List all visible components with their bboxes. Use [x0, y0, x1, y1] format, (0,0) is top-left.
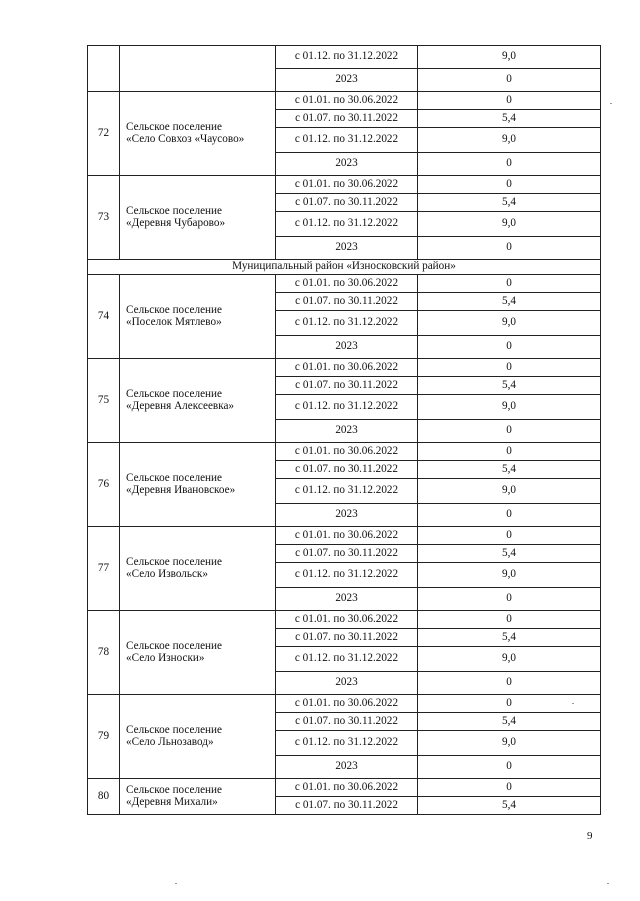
- settlement-name-line: «Деревня Чубарово»: [126, 216, 226, 229]
- settlement-name-line: «Деревня Алексеевка»: [126, 399, 235, 412]
- settlement-name-line: «Деревня Михали»: [126, 795, 218, 808]
- period-cell: 2023: [276, 504, 418, 527]
- row-number: 77: [88, 527, 120, 611]
- value-cell: 9,0: [418, 128, 601, 153]
- period-cell: с 01.01. по 30.06.2022: [276, 527, 418, 545]
- value-cell: 5,4: [418, 110, 601, 128]
- period-cell: с 01.01. по 30.06.2022: [276, 443, 418, 461]
- table-row: [88, 359, 601, 377]
- value-cell: 0: [418, 69, 601, 92]
- row-number: 74: [88, 275, 120, 359]
- value-cell: 0: [418, 443, 601, 461]
- table-row: [88, 46, 601, 69]
- table-row: [88, 443, 601, 461]
- page-number: 9: [587, 830, 593, 842]
- period-cell: с 01.07. по 30.11.2022: [276, 545, 418, 563]
- period-cell: 2023: [276, 336, 418, 359]
- period-cell: 2023: [276, 756, 418, 779]
- period-cell: с 01.12. по 31.12.2022: [276, 212, 418, 237]
- settlement-name-line: Сельское поселение: [126, 723, 222, 736]
- table-row: [88, 176, 601, 194]
- period-cell: с 01.12. по 31.12.2022: [276, 128, 418, 153]
- value-cell: 9,0: [418, 479, 601, 504]
- table-row: [88, 779, 601, 797]
- period-cell: с 01.12. по 31.12.2022: [276, 395, 418, 420]
- scan-speck: [572, 703, 574, 704]
- scan-speck: [175, 883, 177, 884]
- settlement-name-line: «Деревня Ивановское»: [126, 483, 236, 496]
- period-cell: с 01.01. по 30.06.2022: [276, 275, 418, 293]
- period-cell: 2023: [276, 237, 418, 260]
- period-cell: с 01.01. по 30.06.2022: [276, 611, 418, 629]
- row-number: 73: [88, 176, 120, 260]
- settlement-name: [120, 92, 276, 176]
- value-cell: 0: [418, 756, 601, 779]
- settlement-name-line: «Село Извольск»: [126, 567, 208, 580]
- settlement-name-line: Сельское поселение: [126, 555, 222, 568]
- period-cell: с 01.12. по 31.12.2022: [276, 479, 418, 504]
- settlement-name-line: «Село Льнозавод»: [126, 735, 214, 748]
- row-number: [88, 46, 120, 92]
- value-cell: 0: [418, 359, 601, 377]
- period-cell: с 01.12. по 31.12.2022: [276, 647, 418, 672]
- settlement-name-line: Сельское поселение: [126, 204, 222, 217]
- table-row: [88, 92, 601, 110]
- period-cell: с 01.07. по 30.11.2022: [276, 110, 418, 128]
- period-cell: 2023: [276, 153, 418, 176]
- value-cell: 5,4: [418, 545, 601, 563]
- period-cell: 2023: [276, 672, 418, 695]
- row-number: 80: [88, 779, 120, 815]
- value-cell: 5,4: [418, 377, 601, 395]
- table-row: [88, 611, 601, 629]
- settlement-name: [120, 46, 276, 92]
- settlement-name-line: «Село Износки»: [126, 651, 205, 664]
- period-cell: с 01.01. по 30.06.2022: [276, 92, 418, 110]
- settlement-name: [120, 527, 276, 611]
- row-number: 78: [88, 611, 120, 695]
- district-row: [88, 260, 601, 275]
- settlement-name: [120, 176, 276, 260]
- period-cell: 2023: [276, 420, 418, 443]
- period-cell: с 01.12. по 31.12.2022: [276, 311, 418, 336]
- table-row: [88, 695, 601, 713]
- settlement-name-line: Сельское поселение: [126, 783, 222, 796]
- period-cell: с 01.07. по 30.11.2022: [276, 461, 418, 479]
- settlement-name-line: Сельское поселение: [126, 471, 222, 484]
- row-number: 75: [88, 359, 120, 443]
- district-title: Муниципальный район «Износковский район»: [88, 260, 601, 275]
- value-cell: 5,4: [418, 797, 601, 815]
- value-cell: 5,4: [418, 194, 601, 212]
- settlement-name-line: Сельское поселение: [126, 120, 222, 133]
- period-cell: с 01.07. по 30.11.2022: [276, 194, 418, 212]
- period-cell: 2023: [276, 588, 418, 611]
- settlement-name: [120, 359, 276, 443]
- period-cell: с 01.07. по 30.11.2022: [276, 629, 418, 647]
- period-cell: с 01.07. по 30.11.2022: [276, 377, 418, 395]
- value-cell: 0: [418, 672, 601, 695]
- value-cell: 9,0: [418, 311, 601, 336]
- table-row: [88, 527, 601, 545]
- period-cell: с 01.07. по 30.11.2022: [276, 293, 418, 311]
- period-cell: 2023: [276, 69, 418, 92]
- value-cell: 0: [418, 92, 601, 110]
- value-cell: 0: [418, 588, 601, 611]
- settlement-name-line: «Село Совхоз «Чаусово»: [126, 132, 245, 145]
- value-cell: 0: [418, 176, 601, 194]
- table-row: [88, 275, 601, 293]
- settlement-name: [120, 779, 276, 815]
- period-cell: с 01.01. по 30.06.2022: [276, 359, 418, 377]
- value-cell: 0: [418, 237, 601, 260]
- settlement-name: [120, 611, 276, 695]
- scan-speck: [607, 883, 609, 884]
- value-cell: 0: [418, 695, 601, 713]
- value-cell: 0: [418, 779, 601, 797]
- period-cell: с 01.12. по 31.12.2022: [276, 46, 418, 69]
- period-cell: с 01.07. по 30.11.2022: [276, 713, 418, 731]
- value-cell: 5,4: [418, 461, 601, 479]
- value-cell: 5,4: [418, 293, 601, 311]
- period-cell: с 01.01. по 30.06.2022: [276, 695, 418, 713]
- value-cell: 9,0: [418, 731, 601, 756]
- settlement-name: [120, 443, 276, 527]
- value-cell: 0: [418, 420, 601, 443]
- value-cell: 0: [418, 153, 601, 176]
- scan-speck: [610, 103, 612, 104]
- value-cell: 9,0: [418, 647, 601, 672]
- row-number: 79: [88, 695, 120, 779]
- settlement-name-line: Сельское поселение: [126, 639, 222, 652]
- settlement-name: [120, 275, 276, 359]
- period-cell: с 01.01. по 30.06.2022: [276, 176, 418, 194]
- settlement-name-line: Сельское поселение: [126, 303, 222, 316]
- value-cell: 9,0: [418, 395, 601, 420]
- table-body: [88, 46, 601, 815]
- value-cell: 5,4: [418, 713, 601, 731]
- period-cell: с 01.12. по 31.12.2022: [276, 563, 418, 588]
- value-cell: 5,4: [418, 629, 601, 647]
- period-cell: с 01.12. по 31.12.2022: [276, 731, 418, 756]
- period-cell: с 01.07. по 30.11.2022: [276, 797, 418, 815]
- value-cell: 0: [418, 611, 601, 629]
- value-cell: 0: [418, 504, 601, 527]
- value-cell: 9,0: [418, 563, 601, 588]
- row-number: 76: [88, 443, 120, 527]
- value-cell: 9,0: [418, 46, 601, 69]
- value-cell: 9,0: [418, 212, 601, 237]
- row-number: 72: [88, 92, 120, 176]
- settlement-name: [120, 695, 276, 779]
- period-cell: с 01.01. по 30.06.2022: [276, 779, 418, 797]
- value-cell: 0: [418, 275, 601, 293]
- tariff-table: [87, 45, 601, 815]
- value-cell: 0: [418, 527, 601, 545]
- settlement-name-line: Сельское поселение: [126, 387, 222, 400]
- settlement-name-line: «Поселок Мятлево»: [126, 315, 222, 328]
- value-cell: 0: [418, 336, 601, 359]
